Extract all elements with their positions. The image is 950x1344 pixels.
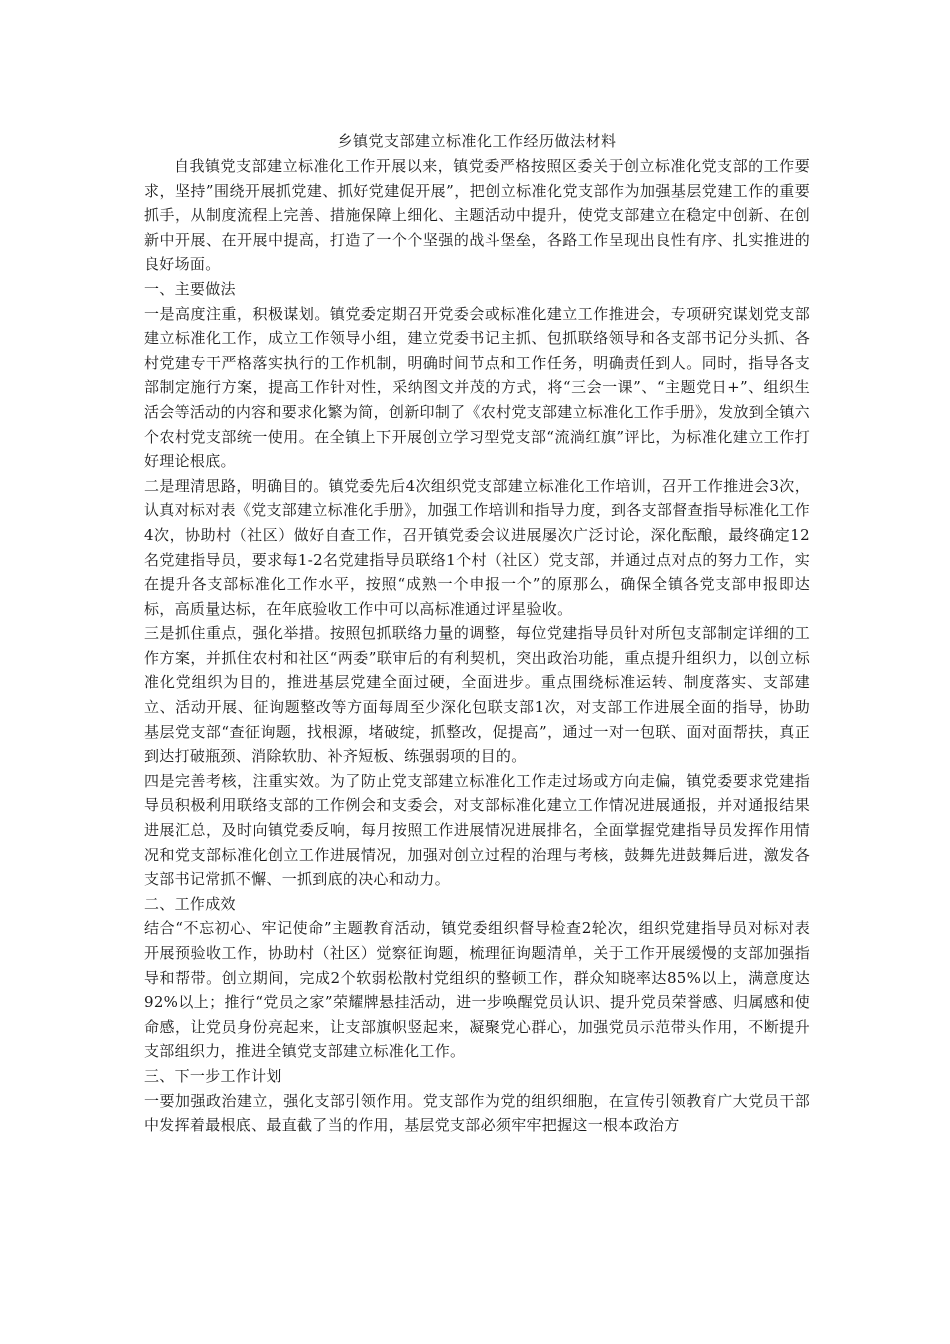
paragraph-practice-4: 四是完善考核，注重实效。为了防止党支部建立标准化工作走过场或方向走偏，镇党委要求党建指导员积极利用联络支部的工作例会和支委会，对支部标准化建立工作情况进展通报，并对通报结果进展汇总，及时向镇党委反响，每月按照工作进展情况进展排名，全面掌握党建指导员发挥作用情况和党支部标准化创立工作进展情况，加强对创立过程的治理与考核，鼓舞先进鼓舞后进，激发各支部书记常抓不懈、一抓到底的决心和动力。 — [144, 771, 810, 889]
intro-paragraph: 自我镇党支部建立标准化工作开展以来，镇党委严格按照区委关于创立标准化党支部的工作要求，坚持”围绕开展抓党建、抓好党建促开展”，把创立标准化党支部作为加强基层党建工作的重要抓手，从制度流程上完善、措施保障上细化、主题活动中提升，使党支部建立在稳定中创新、在创新中开展、在开展中提高，打造了一个个坚强的战斗堡垒，各路工作呈现出良性有序、扎实推进的良好场面。 — [144, 157, 810, 274]
document-title: 乡镇党支部建立标准化工作经历做法材料 — [337, 132, 617, 150]
paragraph-next-plan-1: 一要加强政治建立，强化支部引领作用。党支部作为党的组织细胞，在宣传引领教育广大党员干部中发挥着最根底、最直截了当的作用，基层党支部必须牢牢把握这一根本政治方 — [144, 1091, 810, 1135]
section-heading-next-plan: 三、下一步工作计划 — [144, 1066, 282, 1085]
paragraph-practice-3: 三是抓住重点，强化举措。按照包抓联络力量的调整，每位党建指导员针对所包支部制定详细的工作方案，并抓住农村和社区“两委”联审后的有利契机，突出政治功能，重点提升组织力，以创立标准化党组织为目的，推进基层党建全面过硬，全面进步。重点围绕标准运转、制度落实、支部建立、活动开展、征询题整改等方面每周至少深化包联支部1次，对支部工作进展全面的指导，协助基层党支部“查征询题，找根源，堵破绽，抓整改，促提高”，通过一对一包联、面对面帮扶，真正到达打破瓶颈、消除软肋、补齐短板、练强弱项的目的。 — [144, 624, 810, 766]
paragraph-practice-1: 一是高度注重，积极谋划。镇党委定期召开党委会或标准化建立工作推进会，专项研究谋划党支部建立标准化工作，成立工作领导小组，建立党委书记主抓、包抓联络领导和各支部书记分头抓、各村党建专干严格落实执行的工作机制，明确时间节点和工作任务，明确责任到人。同时，指导各支部制定施行方案，提高工作针对性，采纳图文并茂的方式，将“三会一课”、“主题党日+”、组织生活会等活动的内容和要求化繁为简，创新印制了《农村党支部建立标准化工作手册》，发放到全镇六个农村党支部统一使用。在全镇上下开展创立学习型党支部“流淌红旗”评比，为标准化建立工作打好理论根底。 — [144, 304, 810, 471]
paragraph-results: 结合“不忘初心、牢记使命”主题教育活动，镇党委组织督导检查2轮次，组织党建指导员对标对表开展预验收工作，协助村（社区）觉察征询题，梳理征询题清单，关于工作开展缓慢的支部加强指导和帮带。创立期间，完成2个软弱松散村党组织的整顿工作，群众知晓率达85%以上，满意度达92%以上；推行“党员之家”荣耀牌悬挂活动，进一步唤醒党员认识、提升党员荣誉感、归属感和使命感，让党员身份亮起来，让支部旗帜竖起来，凝聚党心群心，加强党员示范带头作用，不断提升支部组织力，推进全镇党支部建立标准化工作。 — [144, 919, 810, 1061]
paragraph-practice-2: 二是理清思路，明确目的。镇党委先后4次组织党支部建立标准化工作培训，召开工作推进会3次，认真对标对表《党支部建立标准化手册》，加强工作培训和指导力度，到各支部督查指导标准化工作4次，协助村（社区）做好自查工作，召开镇党委会议进展屡次广泛讨论，深化酝酿，最终确定12名党建指导员，要求每1-2名党建指导员联络1个村（社区）党支部，并通过点对点的努力工作，实在提升各支部标准化工作水平，按照“成熟一个申报一个”的原那么，确保全镇各党支部申报即达标，高质量达标，在年底验收工作中可以高标准通过评星验收。 — [144, 476, 810, 618]
section-heading-results: 二、工作成效 — [144, 894, 236, 913]
section-heading-main-practices: 一、主要做法 — [144, 279, 236, 298]
